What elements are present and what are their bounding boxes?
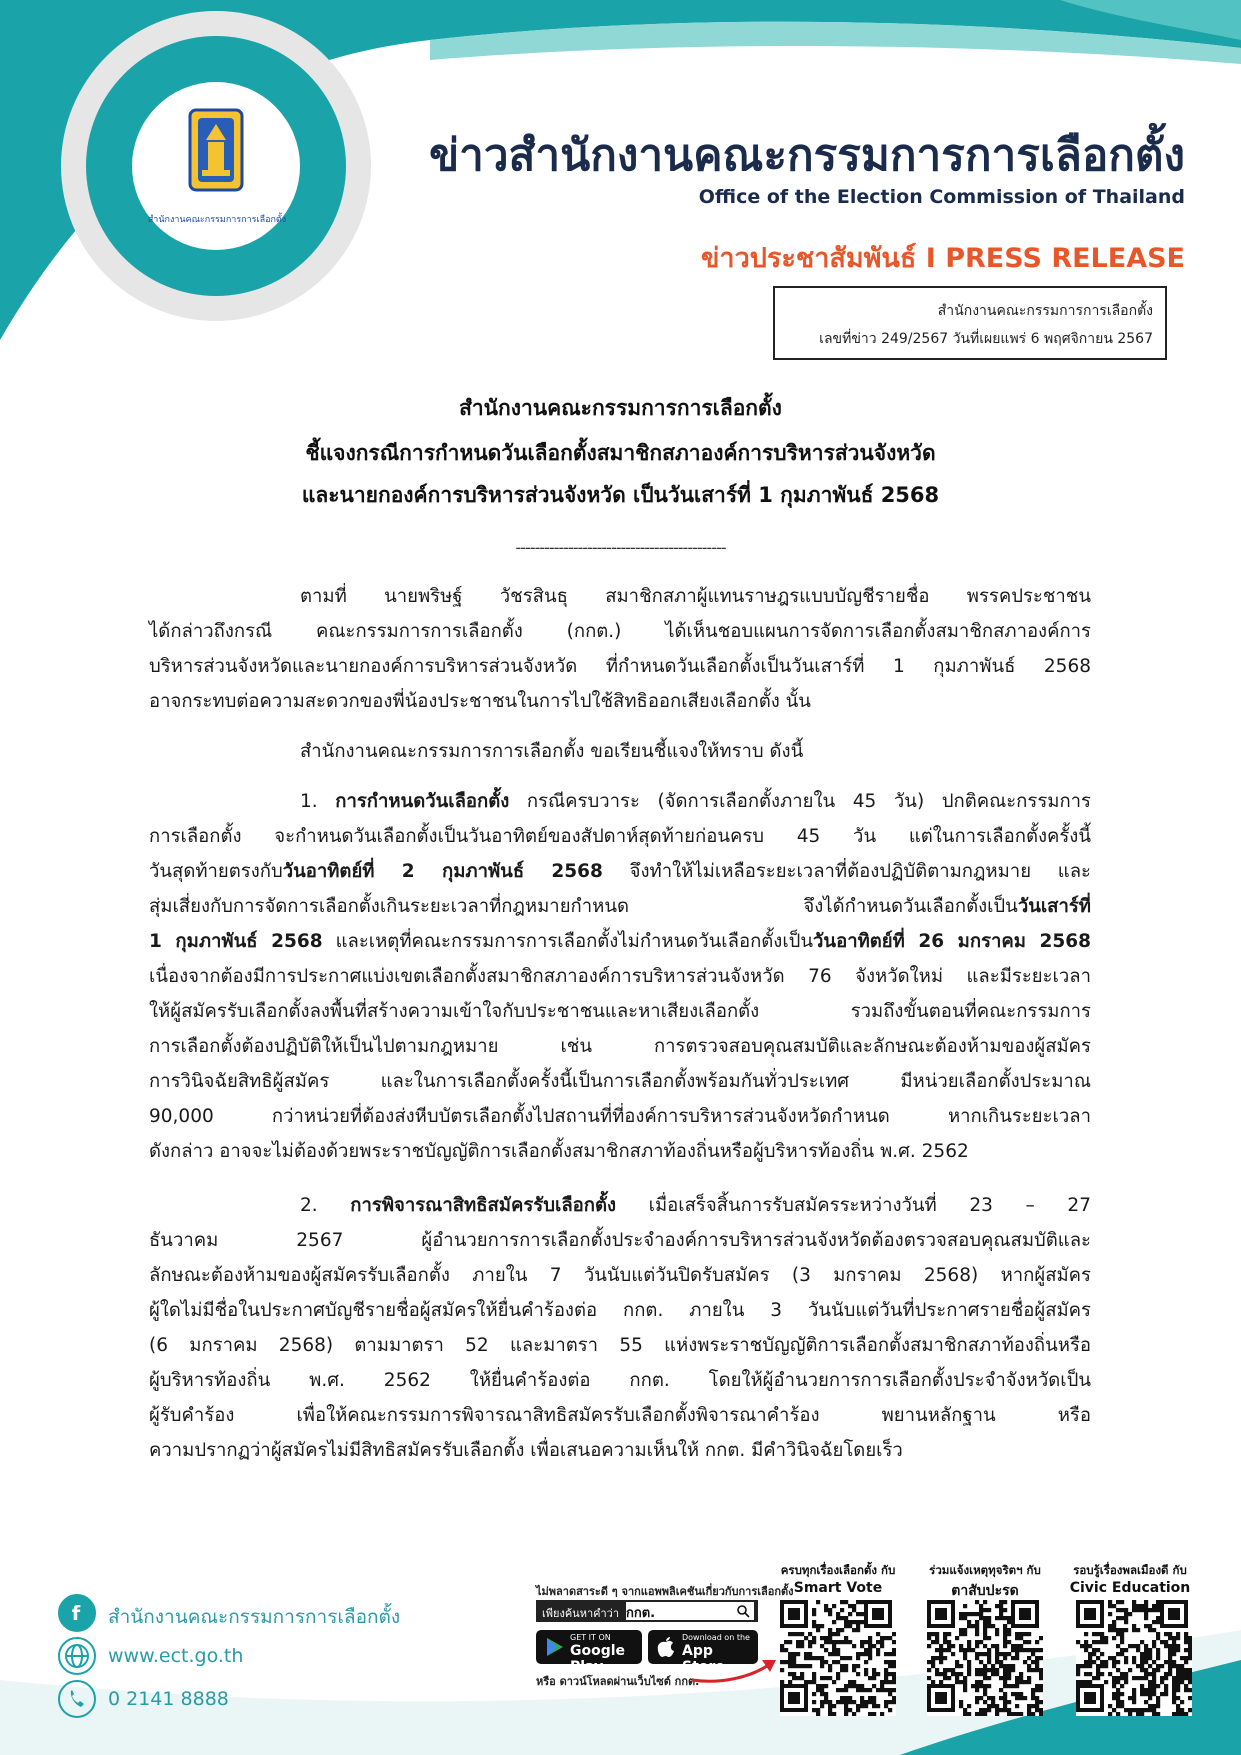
search-label: เพียงค้นหาคำว่า — [542, 1607, 620, 1620]
section2-line: (6 มกราคม 2568) ตามมาตรา 52 และมาตรา 55 แห่งพระราชบัญญัติการเลือกตั้งสมาชิกสภาท้องถิ่นหรือ — [149, 1335, 1091, 1356]
phone-number: 0 2141 8888 — [108, 1688, 229, 1710]
qr2-caption: ร่วมแจ้งเหตุทุจริตฯ กับ — [929, 1563, 1041, 1577]
clarify-line: สำนักงานคณะกรรมการการเลือกตั้ง ขอเรียนชี้แจงให้ทราบ ดังนี้ — [300, 741, 804, 762]
section2-line: ธันวาคม 2567 ผู้อำนวยการการเลือกตั้งประจำองค์การบริหารส่วนจังหวัดต้องตรวจสอบคุณสมบัติและ — [149, 1230, 1091, 1251]
globe-icon — [58, 1637, 96, 1675]
app-note: ไม่พลาดสาระดี ๆ จากแอพพลิเคชันเกี่ยวกับการเลือกตั้ง — [536, 1585, 794, 1598]
qr3-name: Civic Education — [1069, 1580, 1191, 1596]
download-note: หรือ ดาวน์โหลดผ่านเว็บไซต์ กกต. — [536, 1675, 700, 1688]
reference-office: สำนักงานคณะกรรมการการเลือกตั้ง — [937, 303, 1153, 319]
apple-icon — [656, 1636, 676, 1658]
section2-line: ลักษณะต้องห้ามของผู้สมัครรับเลือกตั้ง ภายใน 7 วันนับแต่วันปิดรับสมัคร (3 มกราคม 2568) หากผู้สมัคร — [149, 1265, 1091, 1286]
section1-heading: การกำหนดวันเลือกตั้ง — [335, 791, 510, 812]
google-play-badge[interactable]: GET IT ON Google Play — [536, 1630, 642, 1664]
smart-vote-qr-code[interactable] — [780, 1600, 896, 1716]
reference-box — [773, 286, 1167, 360]
tasapparod-qr-code[interactable] — [927, 1600, 1043, 1716]
search-value: กกต. — [626, 1602, 754, 1620]
section2-line: ผู้ใดไม่มีชื่อในประกาศบัญชีรายชื่อผู้สมัครให้ยื่นคำร้องต่อ กกต. ภายใน 3 วันนับแต่วันที่ประกาศรายชื่อผู้สมัคร — [149, 1300, 1091, 1321]
section2-line: ความปรากฏว่าผู้สมัครไม่มีสิทธิสมัครรับเลือกตั้ง เพื่อเสนอความเห็นให้ กกต. มีคำวินิจฉัยโดยเร็ว — [149, 1440, 903, 1461]
section2-line: ผู้รับคำร้อง เพื่อให้คณะกรรมการพิจารณาสิทธิสมัครรับเลือกตั้งพิจารณาคำร้อง พยานหลักฐาน หรือ — [149, 1405, 1091, 1426]
title-line-3: และนายกองค์การบริหารส่วนจังหวัด เป็นวันเสาร์ที่ 1 กุมภาพันธ์ 2568 — [301, 483, 940, 507]
section1-line: 1. การกำหนดวันเลือกตั้ง กรณีครบวาระ (จัดการเลือกตั้งภายใน 45 วัน) ปกติคณะกรรมการ — [300, 791, 1091, 812]
intro-line: ตามที่ นายพริษฐ์ วัชรสินธุ สมาชิกสภาผู้แทนราษฎรแบบบัญชีรายชื่อ พรรคประชาชน — [300, 586, 1091, 607]
app-store-badge[interactable]: Download on the App Store — [648, 1630, 758, 1664]
section1-line: การวินิจฉัยสิทธิผู้สมัคร และในการเลือกตั้งครั้งนี้เป็นการเลือกตั้งพร้อมกันทั่วประเทศ มีหน่วยเลือกตั้งประมาณ — [149, 1071, 1091, 1092]
section1-line: การเลือกตั้ง จะกำหนดวันเลือกตั้งเป็นวันอาทิตย์ของสัปดาห์สุดท้ายก่อนครบ 45 วัน แต่ในการเลือกตั้งครั้งนี้ — [149, 826, 1091, 847]
qr1-caption: ครบทุกเรื่องเลือกตั้ง กับ — [780, 1563, 896, 1577]
election-commission-seal — [132, 82, 300, 250]
press-release-label: ข่าวประชาสัมพันธ์ I PRESS RELEASE — [700, 243, 1185, 274]
facebook-icon — [58, 1594, 96, 1632]
facebook-name: สำนักงานคณะกรรมการการเลือกตั้ง — [108, 1606, 401, 1628]
section1-line: เนื่องจากต้องมีการประกาศแบ่งเขตเลือกตั้งสมาชิกสภาองค์การบริหารส่วนจังหวัด 76 จังหวัดใหม่ และมีระยะเวลา — [149, 966, 1091, 987]
section2-line: ผู้บริหารท้องถิ่น พ.ศ. 2562 ให้ยื่นคำร้องต่อ กกต. โดยให้ผู้อำนวยการการเลือกตั้งประจำจังหวัดเป็น — [149, 1370, 1091, 1391]
header-title-english: Office of the Election Commission of Thailand — [698, 186, 1185, 208]
header-title-thai: ข่าวสำนักงานคณะกรรมการการเลือกตั้ง — [429, 130, 1185, 181]
reference-number-date: เลขที่ข่าว 249/2567 วันที่เผยแพร่ 6 พฤศจิกายน 2567 — [819, 331, 1153, 347]
title-separator: -------------------------------------------- — [515, 538, 726, 557]
section1-line: สุ่มเสี่ยงกับการจัดการเลือกตั้งเกินระยะเวลาที่กฎหมายกำหนด จึงได้กำหนดวันเลือกตั้งเป็นวันเสาร์ที่ — [149, 896, 1091, 917]
search-icon — [736, 1604, 750, 1618]
civic-education-qr-code[interactable] — [1076, 1600, 1192, 1716]
title-line-2: ชี้แจงกรณีการกำหนดวันเลือกตั้งสมาชิกสภาองค์การบริหารส่วนจังหวัด — [305, 441, 936, 465]
qr1-name: Smart Vote — [793, 1580, 883, 1596]
qr2-name: ตาสับปะรด — [951, 1583, 1019, 1599]
qr3-caption: รอบรู้เรื่องพลเมืองดี กับ — [1073, 1563, 1187, 1577]
intro-line: บริหารส่วนจังหวัดและนายกองค์การบริหารส่วนจังหวัด ที่กำหนดวันเลือกตั้งเป็นวันเสาร์ที่ 1 กุมภาพันธ์ 2568 — [149, 656, 1091, 677]
seal-emblem-icon — [156, 96, 276, 216]
website-url: www.ect.go.th — [108, 1645, 244, 1667]
seal-text: สำนักงานคณะกรรมการการเลือกตั้ง — [147, 215, 287, 225]
section1-line: 90,000 กว่าหน่วยที่ต้องส่งหีบบัตรเลือกตั้งไปสถานที่ที่องค์การบริหารส่วนจังหวัดกำหนด หากเกินระยะเวลา — [149, 1106, 1091, 1127]
section2-line: 2. การพิจารณาสิทธิสมัครรับเลือกตั้ง เมื่อเสร็จสิ้นการรับสมัครระหว่างวันที่ 23 – 27 — [300, 1195, 1091, 1216]
svg-text:f: f — [71, 1602, 81, 1626]
section1-line: ให้ผู้สมัครรับเลือกตั้งลงพื้นที่สร้างความเข้าใจกับประชาชนและหาเสียงเลือกตั้ง รวมถึงขั้นตอนที่คณะกรรมการ — [149, 1001, 1091, 1022]
section1-line: การเลือกตั้งต้องปฏิบัติให้เป็นไปตามกฎหมาย เช่น การตรวจสอบคุณสมบัติและลักษณะต้องห้ามของผู้สมัคร — [149, 1036, 1091, 1057]
title-line-1: สำนักงานคณะกรรมการการเลือกตั้ง — [459, 396, 782, 420]
section1-line: วันสุดท้ายตรงกับวันอาทิตย์ที่ 2 กุมภาพันธ์ 2568 จึงทำให้ไม่เหลือระยะเวลาที่ต้องปฏิบัติตามกฎหมาย และ — [149, 861, 1091, 882]
intro-line: ได้กล่าวถึงกรณี คณะกรรมการการเลือกตั้ง (กกต.) ได้เห็นชอบแผนการจัดการเลือกตั้งสมาชิกสภาองค์การ — [149, 621, 1091, 642]
intro-line: อาจกระทบต่อความสะดวกของพี่น้องประชาชนในการไปใช้สิทธิออกเสียงเลือกตั้ง นั้น — [149, 691, 811, 712]
google-play-icon — [544, 1636, 566, 1658]
phone-icon — [58, 1680, 96, 1718]
app-search-box — [536, 1600, 758, 1622]
arrow-icon — [690, 1656, 780, 1686]
section2-heading: การพิจารณาสิทธิสมัครรับเลือกตั้ง — [350, 1195, 617, 1216]
section1-line: ดังกล่าว อาจจะไม่ต้องด้วยพระราชบัญญัติการเลือกตั้งสมาชิกสภาท้องถิ่นหรือผู้บริหารท้องถิ่น พ.ศ. 2562 — [149, 1141, 969, 1162]
section1-line: 1 กุมภาพันธ์ 2568 และเหตุที่คณะกรรมการการเลือกตั้งไม่กำหนดวันเลือกตั้งเป็นวันอาทิตย์ที่ 26 มกราคม 2568 — [149, 931, 1092, 952]
